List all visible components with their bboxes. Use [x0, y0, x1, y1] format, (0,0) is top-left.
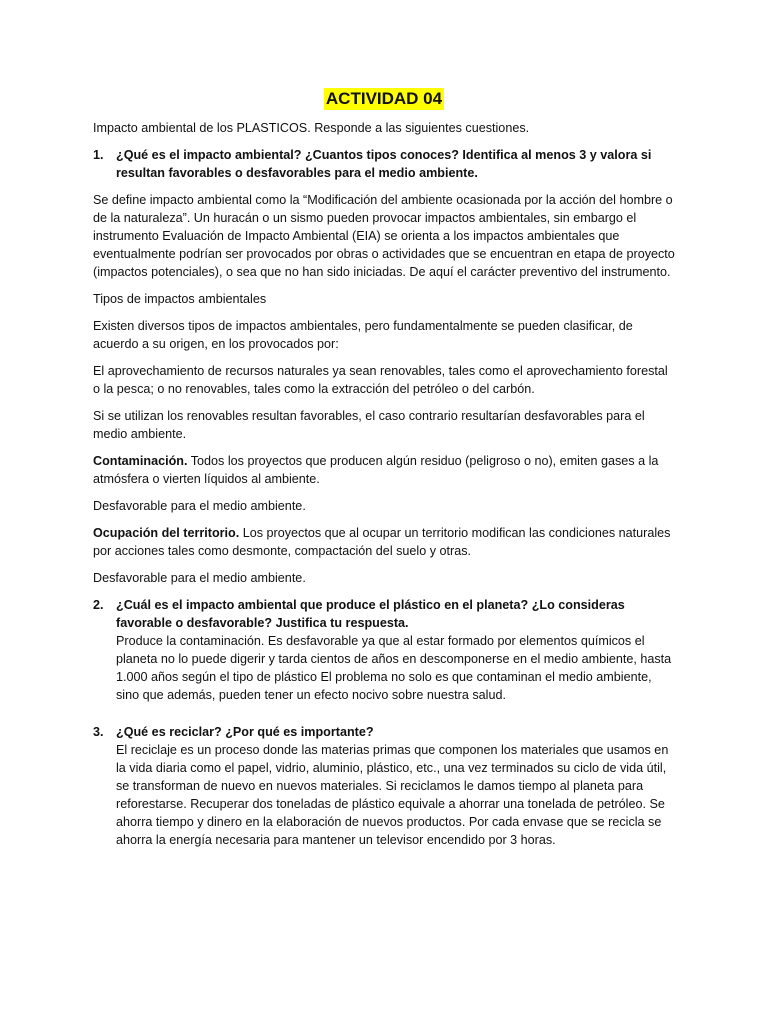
- resources-evaluation: Si se utilizan los renovables resultan favorables, el caso contrario resultarían desfavorables para el medio ambiente.: [93, 409, 645, 441]
- question-2-text: ¿Cuál es el impacto ambiental que produce el plástico en el planeta? ¿Lo consideras favorable o desfavorable? Justifica tu respuesta.: [116, 598, 625, 630]
- document-body: [93, 88, 675, 858]
- types-heading: Tipos de impactos ambientales: [93, 292, 267, 306]
- question-3-number: 3.: [93, 725, 104, 739]
- intro-paragraph: Impacto ambiental de los PLASTICOS. Responde a las siguientes cuestiones.: [93, 121, 530, 135]
- resources-paragraph: El aprovechamiento de recursos naturales ya sean renovables, tales como el aprovechamiento forestal o la pesca; o no renovables, tales como la extracción del petróleo o del carbón.: [93, 364, 668, 396]
- question-3: [93, 723, 675, 849]
- question-1-number: 1.: [93, 148, 104, 162]
- definition-paragraph: Se define impacto ambiental como la “Modificación del ambiente ocasionada por la acción del hombre o de la naturaleza”. Un huracán o un sismo pueden provocar impactos ambientales, sin embargo el instrumento Evaluación de Impacto Ambiental (EIA) se orienta a los impactos ambientales que eventualmente podrían ser provocados por obras o actividades que se encuentran en etapa de proyecto (impactos potenciales), o sea que no han sido iniciadas. De aquí el carácter preventivo del instrumento.: [93, 193, 675, 279]
- question-3-answer: El reciclaje es un proceso donde las materias primas que componen los materiales que usamos en la vida diaria como el papel, vidrio, aluminio, plástico, etc., una vez terminados su ciclo de vida útil, se transforman de nuevo en nuevos materiales. Si reciclamos le damos tiempo al planeta para reforestarse. Recuperar dos toneladas de plástico equivale a ahorrar una tonelada de petróleo. Se ahorra tiempo y dinero en la elaboración de nuevos productos. Por cada envase que se recicla se ahorra la energía necesaria para mantener un televisor encendido por 3 horas.: [116, 743, 669, 847]
- occupation-evaluation: Desfavorable para el medio ambiente.: [93, 571, 306, 585]
- page-title: ACTIVIDAD 04: [325, 89, 443, 108]
- question-1-text: ¿Qué es el impacto ambiental? ¿Cuantos tipos conoces? Identifica al menos 3 y valora si resultan favorables o desfavorables para el medio ambiente.: [116, 148, 652, 180]
- spacer: [93, 713, 675, 723]
- question-3-text: ¿Qué es reciclar? ¿Por qué es importante?: [116, 725, 374, 739]
- occupation-text: Los proyectos que al ocupar un territorio modifican las condiciones naturales por acciones tales como desmonte, compactación del suelo y otras.: [93, 526, 671, 558]
- contamination-evaluation: Desfavorable para el medio ambiente.: [93, 499, 306, 513]
- question-2: [93, 596, 675, 704]
- question-2-answer: Produce la contaminación. Es desfavorable ya que al estar formado por elementos químicos el planeta no lo puede digerir y tarda cientos de años en descomponerse en el medio ambiente, hasta 1.000 años según el tipo de plástico El problema no solo es que contaminan el medio ambiente, sino que además, pueden tener un efecto nocivo sobre nuestra salud.: [116, 634, 672, 702]
- question-2-number: 2.: [93, 598, 104, 612]
- title-container: [93, 88, 675, 110]
- occupation-paragraph: [93, 524, 675, 560]
- contamination-text: Todos los proyectos que producen algún residuo (peligroso o no), emiten gases a la atmósfera o vierten líquidos al ambiente.: [93, 454, 659, 486]
- contamination-label: Contaminación.: [93, 454, 188, 468]
- contamination-paragraph: [93, 452, 675, 488]
- question-1: [93, 146, 675, 182]
- occupation-label: Ocupación del territorio.: [93, 526, 240, 540]
- types-intro-paragraph: Existen diversos tipos de impactos ambientales, pero fundamentalmente se pueden clasificar, de acuerdo a su origen, en los provocados por:: [93, 319, 633, 351]
